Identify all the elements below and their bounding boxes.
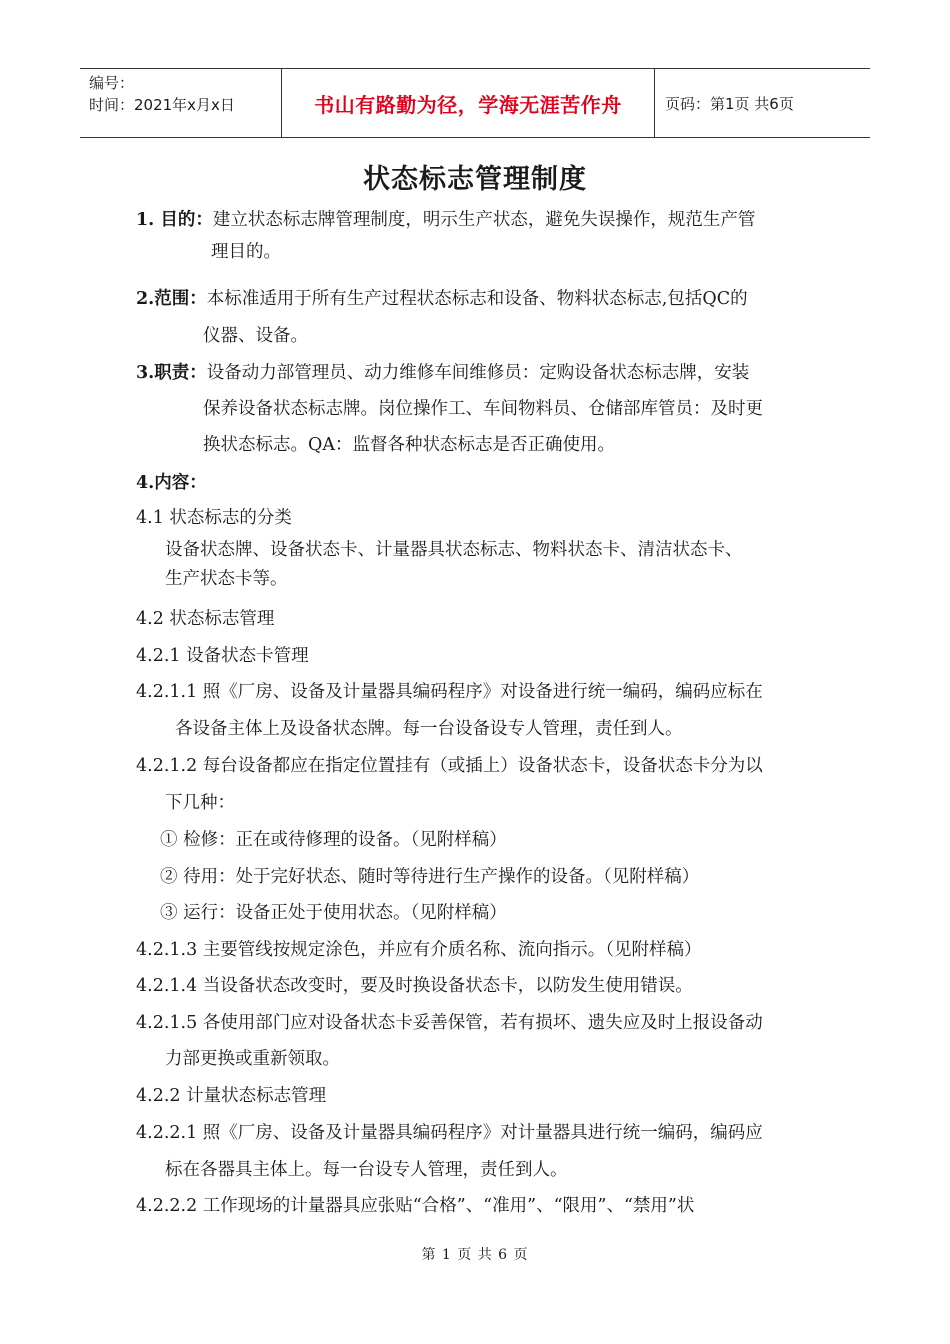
header-motto: 书山有路勤为径，学海无涯苦作舟: [282, 69, 655, 137]
document-header: [80, 68, 870, 138]
section-scope-label: 2.范围：: [136, 289, 207, 309]
content-line: 标在各器具主体上。每一台设专人管理，责任到人。: [165, 1160, 568, 1180]
content-line: ③ 运行：设备正处于使用状态。（见附样稿）: [160, 903, 507, 923]
content-line: 生产状态卡等。: [165, 569, 288, 589]
content-line: 下几种：: [165, 793, 235, 813]
section-scope-text: 本标准适用于所有生产过程状态标志和设备、物料状态标志,包括QC的: [206, 289, 748, 309]
page-footer: 第 1 页 共 6 页: [421, 1247, 529, 1263]
content-line: 4.2.1.3 主要管线按规定涂色，并应有介质名称、流向指示。（见附样稿）: [136, 940, 702, 960]
section-purpose: [136, 208, 755, 232]
document-title: 状态标志管理制度: [363, 164, 587, 195]
section-purpose-label: 1. 目的：: [136, 210, 213, 230]
document-time-label: 时间：2021年x月x日: [89, 96, 235, 114]
content-line: 设备状态牌、设备状态卡、计量器具状态标志、物料状态卡、清洁状态卡、: [165, 540, 743, 560]
section-content-label: 4.内容：: [136, 473, 207, 493]
section-purpose-text: 建立状态标志牌管理制度，明示生产状态，避免失误操作，规范生产管: [212, 210, 756, 230]
section-duties-label: 3.职责：: [136, 363, 207, 383]
header-page-info: 页码：第1页 共6页: [665, 94, 794, 113]
content-line: 4.2.2 计量状态标志管理: [136, 1086, 327, 1106]
section-duties-cont2: 换状态标志。QA：监督各种状态标志是否正确使用。: [203, 435, 615, 455]
content-line: 4.1 状态标志的分类: [136, 508, 292, 528]
section-scope-cont: 仪器、设备。: [203, 326, 308, 346]
content-line: 各设备主体上及设备状态牌。每一台设备设专人管理，责任到人。: [175, 719, 683, 739]
header-meta: [80, 69, 282, 137]
content-line: 4.2.2.1 照《厂房、设备及计量器具编码程序》对计量器具进行统一编码，编码应: [136, 1123, 763, 1143]
section-duties-text: 设备动力部管理员、动力维修车间维修员：定购设备状态标志牌，安装: [206, 363, 750, 383]
section-duties-cont1: 保养设备状态标志牌。岗位操作工、车间物料员、仓储部库管员：及时更: [203, 399, 763, 419]
content-line: 4.2.1.5 各使用部门应对设备状态卡妥善保管，若有损坏、遗失应及时上报设备动: [136, 1013, 763, 1033]
section-duties: [136, 361, 749, 385]
content-line: 4.2 状态标志管理: [136, 609, 275, 629]
content-line: 4.2.1.2 每台设备都应在指定位置挂有（或插上）设备状态卡，设备状态卡分为以: [136, 756, 763, 776]
content-line: 4.2.1 设备状态卡管理: [136, 646, 309, 666]
content-line: ② 待用：处于完好状态、随时等待进行生产操作的设备。（见附样稿）: [160, 867, 700, 887]
content-line: 4.2.1.4 当设备状态改变时，要及时换设备状态卡，以防发生使用错误。: [136, 976, 693, 996]
content-line: 4.2.1.1 照《厂房、设备及计量器具编码程序》对设备进行统一编码，编码应标在: [136, 682, 763, 702]
section-purpose-cont: 理目的。: [211, 242, 281, 262]
content-line: ① 检修：正在或待修理的设备。（见附样稿）: [160, 830, 507, 850]
content-line: 4.2.2.2 工作现场的计量器具应张贴“合格”、“准用”、“限用”、“禁用”状: [136, 1196, 695, 1216]
content-line: 力部更换或重新领取。: [165, 1049, 340, 1069]
section-scope: [136, 287, 748, 311]
document-number-label: 编号：: [89, 74, 135, 92]
